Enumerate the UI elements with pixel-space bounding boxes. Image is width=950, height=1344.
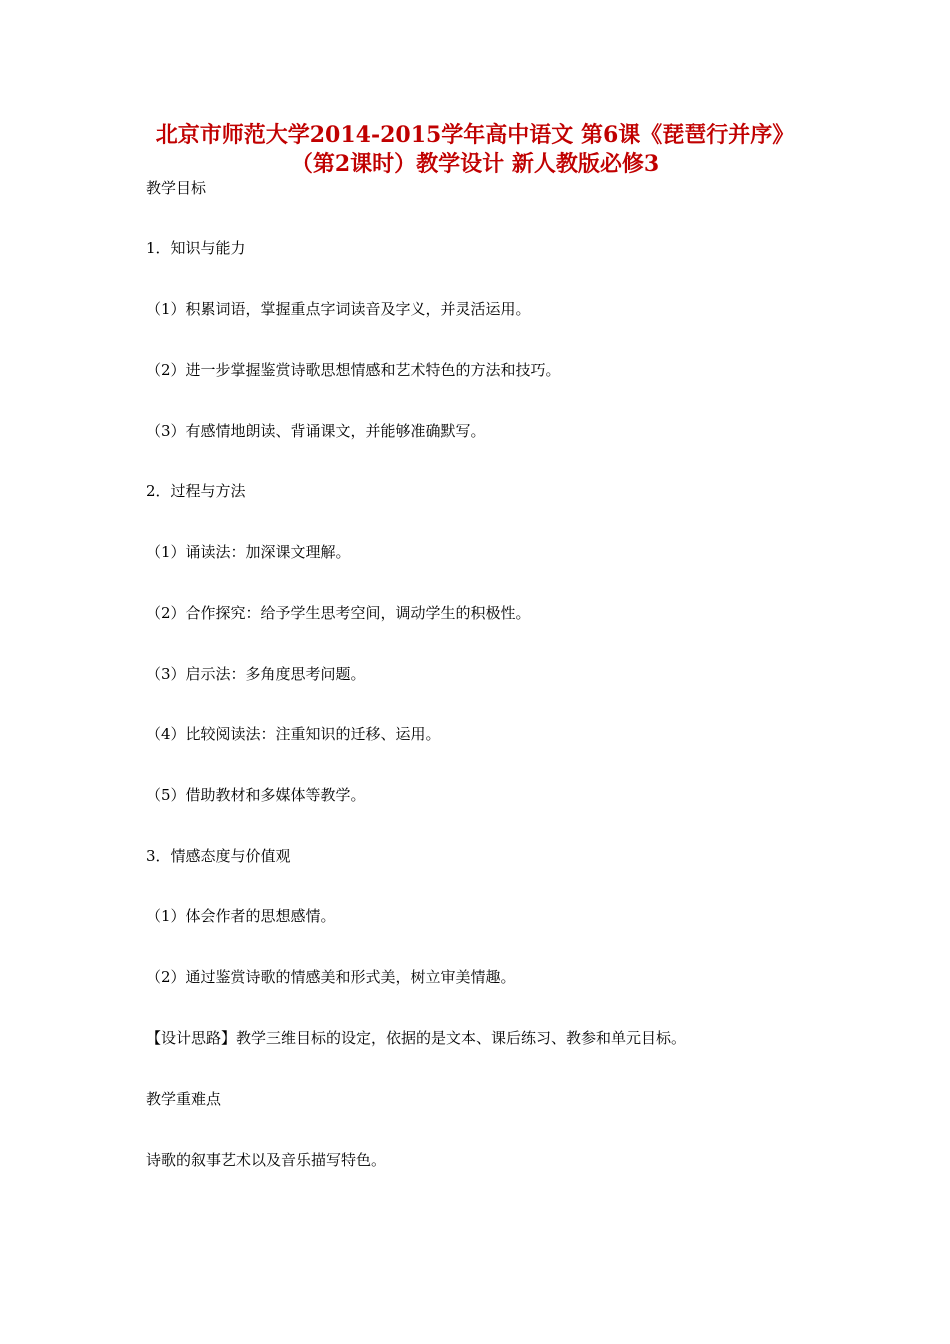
objective-item: （2）进一步掌握鉴赏诗歌思想情感和艺术特色的方法和技巧。	[146, 361, 561, 379]
method-item: （3）启示法：多角度思考问题。	[146, 665, 366, 683]
section-heading-process: 2．过程与方法	[146, 482, 246, 500]
method-item: （1）诵读法：加深课文理解。	[146, 543, 351, 561]
objective-item: （3）有感情地朗读、背诵课文，并能够准确默写。	[146, 422, 486, 440]
objective-item: （1）积累词语，掌握重点字词读音及字义，并灵活运用。	[146, 300, 531, 318]
document-title-line-1: 北京市师范大学2014-2015学年高中语文 第6课《琵琶行并序》	[155, 122, 795, 148]
section-heading-knowledge: 1．知识与能力	[146, 239, 246, 257]
method-item: （4）比较阅读法：注重知识的迁移、运用。	[146, 725, 441, 743]
key-difficulty-text: 诗歌的叙事艺术以及音乐描写特色。	[146, 1151, 387, 1169]
heading-key-difficulties: 教学重难点	[146, 1090, 222, 1108]
section-heading-values: 3．情感态度与价值观	[146, 847, 291, 865]
value-item: （1）体会作者的思想感情。	[146, 907, 336, 925]
method-item: （5）借助教材和多媒体等教学。	[146, 786, 366, 804]
document-title-line-2: （第2课时）教学设计 新人教版必修3	[290, 151, 660, 177]
heading-teaching-objectives: 教学目标	[146, 179, 207, 197]
value-item: （2）通过鉴赏诗歌的情感美和形式美，树立审美情趣。	[146, 968, 516, 986]
method-item: （2）合作探究：给予学生思考空间，调动学生的积极性。	[146, 604, 531, 622]
design-rationale: 【设计思路】教学三维目标的设定，依据的是文本、课后练习、教参和单元目标。	[146, 1029, 687, 1047]
